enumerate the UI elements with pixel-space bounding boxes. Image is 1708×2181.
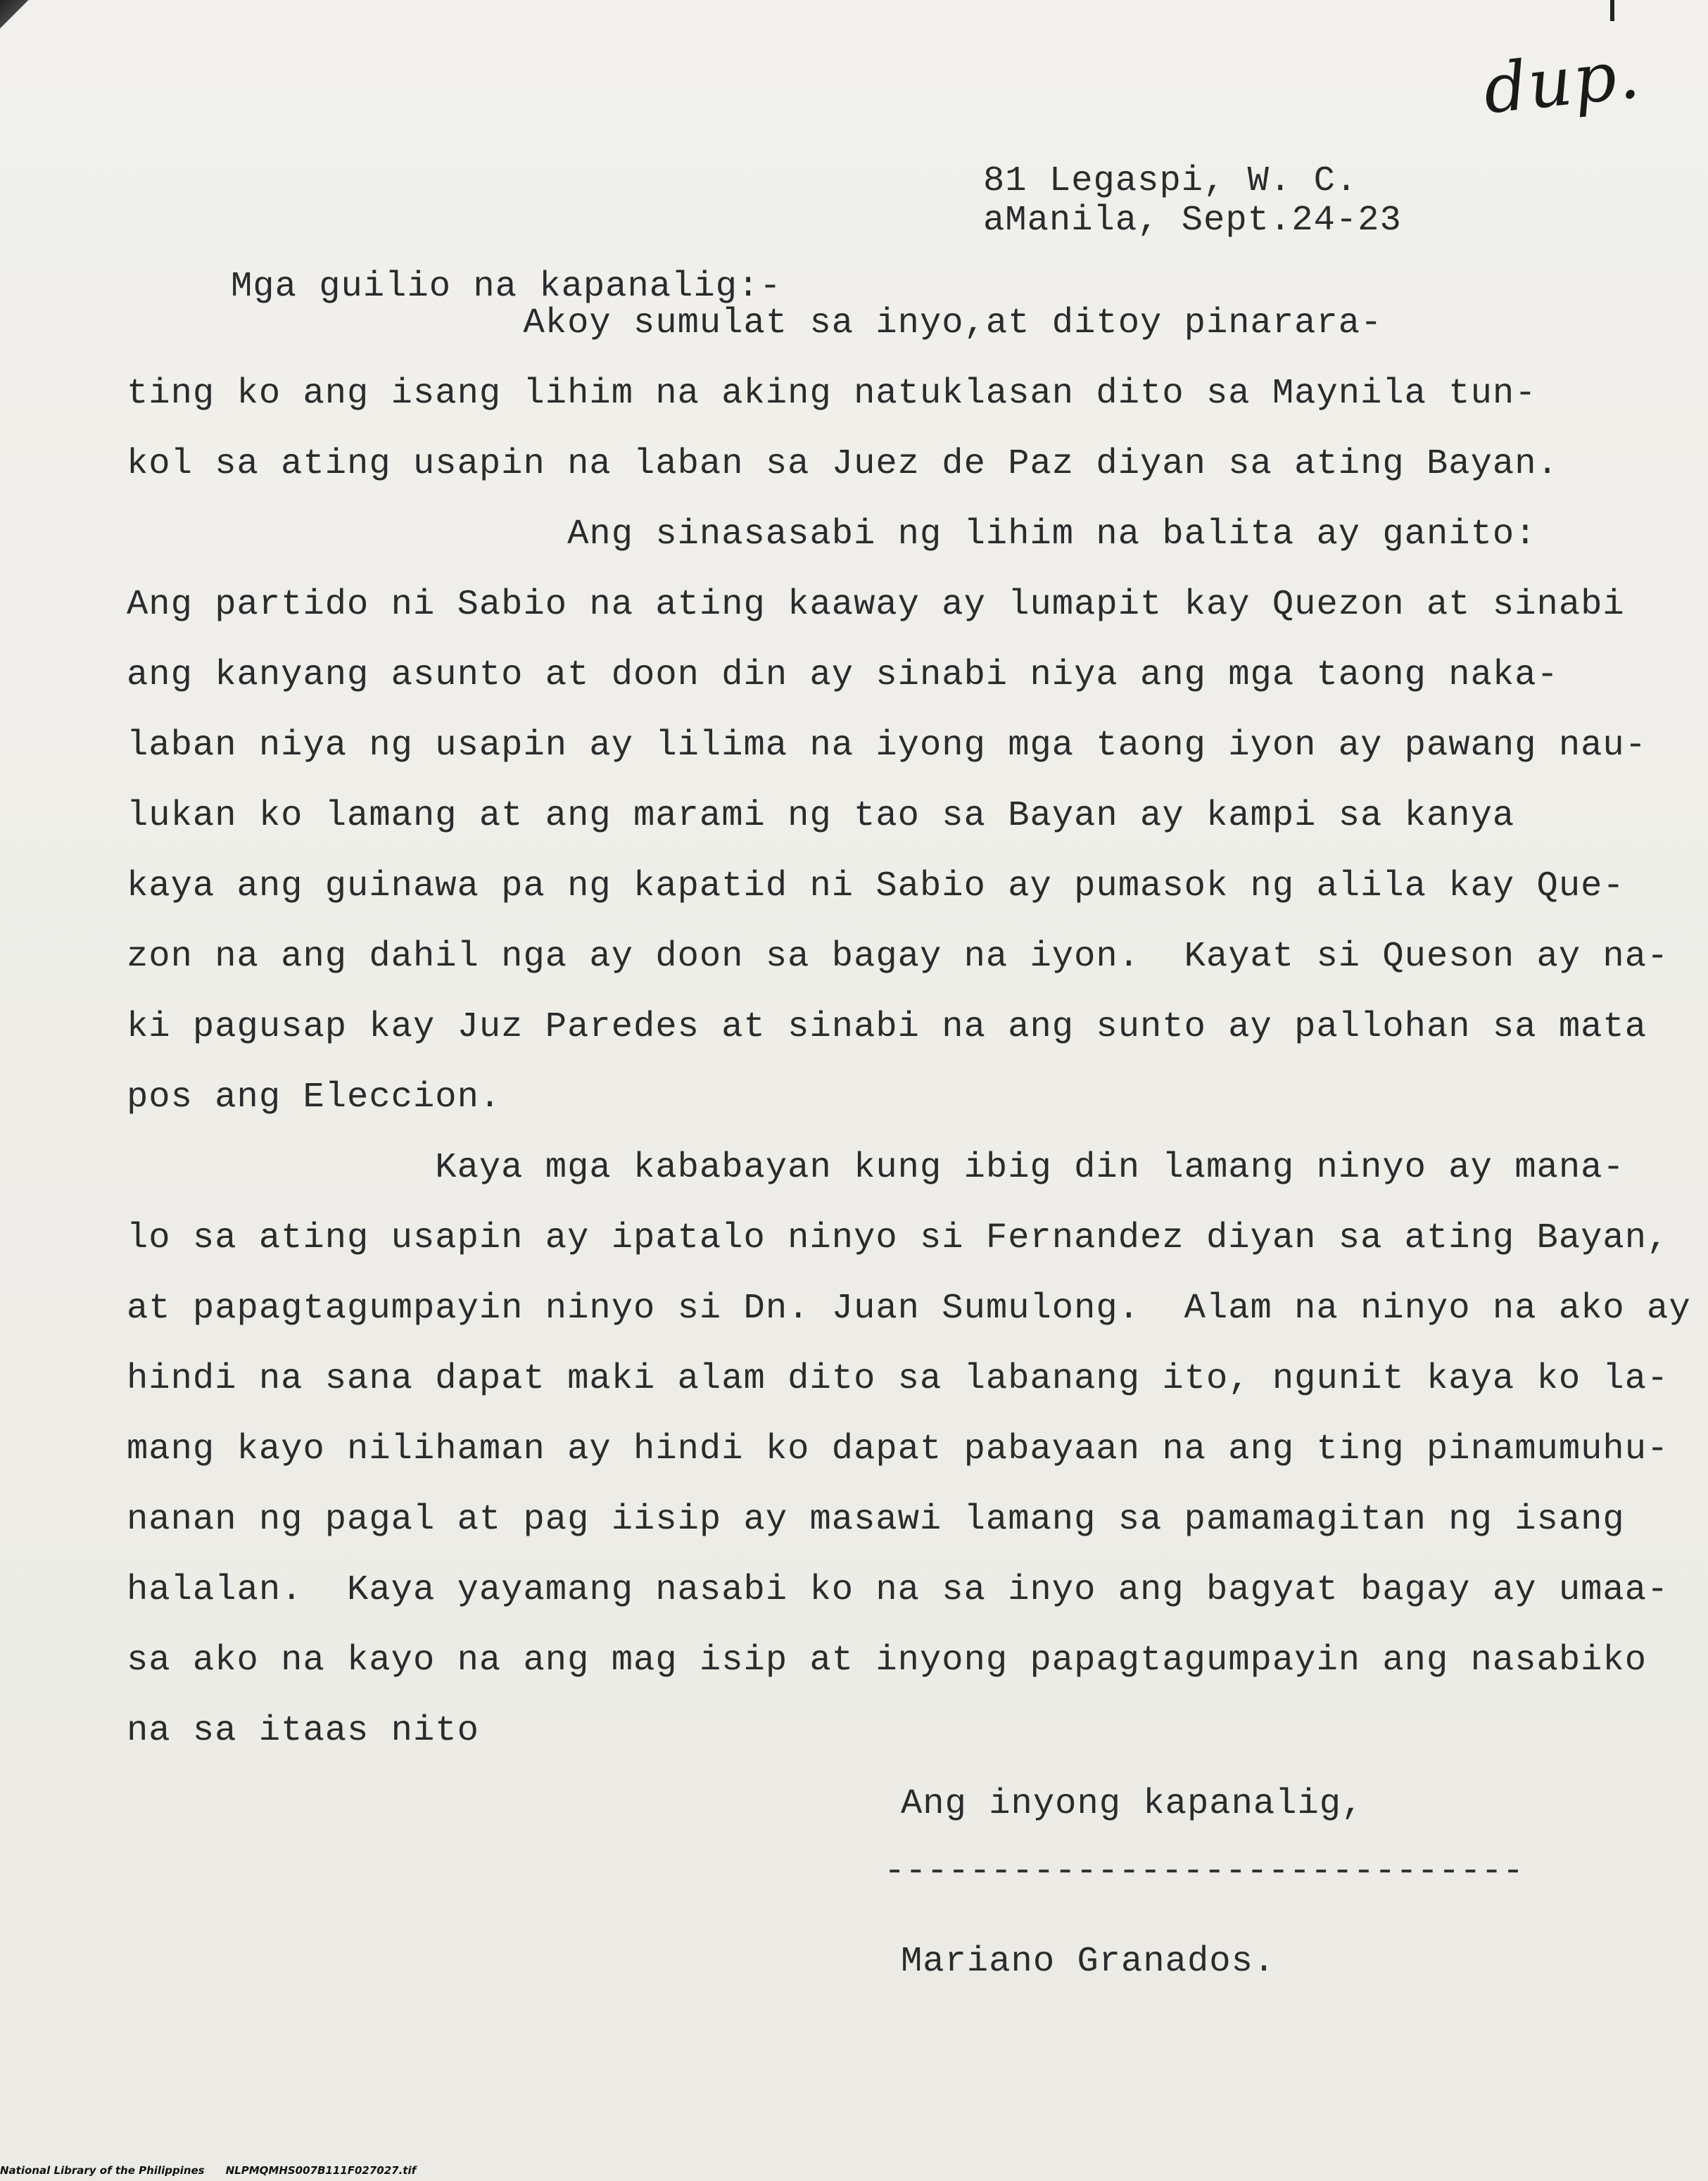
body-line: hindi na sana dapat maki alam dito sa labanang ito, ngunit kaya ko la- xyxy=(127,1359,1669,1399)
body-line: ting ko ang isang lihim na aking natuklasan dito sa Maynila tun- xyxy=(127,374,1537,414)
body-line: ki pagusap kay Juz Paredes at sinabi na ang sunto ay pallohan sa mata xyxy=(127,1007,1647,1047)
body-line: halalan. Kaya yayamang nasabi ko na sa inyo ang bagyat bagay ay umaa- xyxy=(127,1570,1669,1610)
pen-tick-mark xyxy=(1610,0,1614,21)
body-line: laban niya ng usapin ay lilima na iyong mga taong iyon ay pawang nau- xyxy=(127,726,1647,766)
file-id: NLPMQMHS007B111F027027.tif xyxy=(225,2164,417,2177)
archive-footer xyxy=(0,2164,416,2177)
body-line: Kaya mga kababayan kung ibig din lamang ninyo ay mana- xyxy=(127,1148,1625,1188)
body-line: kaya ang guinawa pa ng kapatid ni Sabio ay pumasok ng alila kay Que- xyxy=(127,866,1625,906)
library-name: National Library of the Philippines xyxy=(0,2164,205,2177)
scan-corner-shadow xyxy=(0,0,28,42)
body-line: lukan ko lamang at ang marami ng tao sa Bayan ay kampi sa kanya xyxy=(127,796,1515,836)
body-line: zon na ang dahil nga ay doon sa bagay na iyon. Kayat si Queson ay na- xyxy=(127,937,1669,977)
body-line: kol sa ating usapin na laban sa Juez de Paz diyan sa ating Bayan. xyxy=(127,444,1559,484)
address-line-1: 81 Legaspi, W. C. xyxy=(983,161,1358,201)
body-line: Akoy sumulat sa inyo,at ditoy pinarara- xyxy=(127,303,1383,343)
signature-line: ------------------------------ xyxy=(884,1852,1524,1892)
address-line-2: aManila, Sept.24-23 xyxy=(983,201,1402,241)
body-line: mang kayo nilihaman ay hindi ko dapat pabayaan na ang ting pinamumuhu- xyxy=(127,1429,1669,1469)
body-line: pos ang Eleccion. xyxy=(127,1077,502,1118)
body-line: Ang partido ni Sabio na ating kaaway ay lumapit kay Quezon at sinabi xyxy=(127,585,1625,625)
salutation: Mga guilio na kapanalig:- xyxy=(231,267,782,307)
body-line: lo sa ating usapin ay ipatalo ninyo si Fernandez diyan sa ating Bayan, xyxy=(127,1218,1669,1258)
body-line: sa ako na kayo na ang mag isip at inyong papagtagumpayin ang nasabiko xyxy=(127,1641,1647,1681)
closing: Ang inyong kapanalig, xyxy=(901,1784,1364,1824)
body-line: nanan ng pagal at pag iisip ay masawi lamang sa pamamagitan ng isang xyxy=(127,1500,1625,1540)
signer-name: Mariano Granados. xyxy=(901,1942,1276,1982)
body-line: at papagtagumpayin ninyo si Dn. Juan Sumulong. Alam na ninyo na ako ay xyxy=(127,1289,1691,1329)
handwritten-annotation: dup. xyxy=(1479,34,1645,129)
body-line: ang kanyang asunto at doon din ay sinabi niya ang mga taong naka- xyxy=(127,655,1559,695)
body-line: Ang sinasasabi ng lihim na balita ay ganito: xyxy=(127,514,1537,555)
body-line: na sa itaas nito xyxy=(127,1711,479,1751)
